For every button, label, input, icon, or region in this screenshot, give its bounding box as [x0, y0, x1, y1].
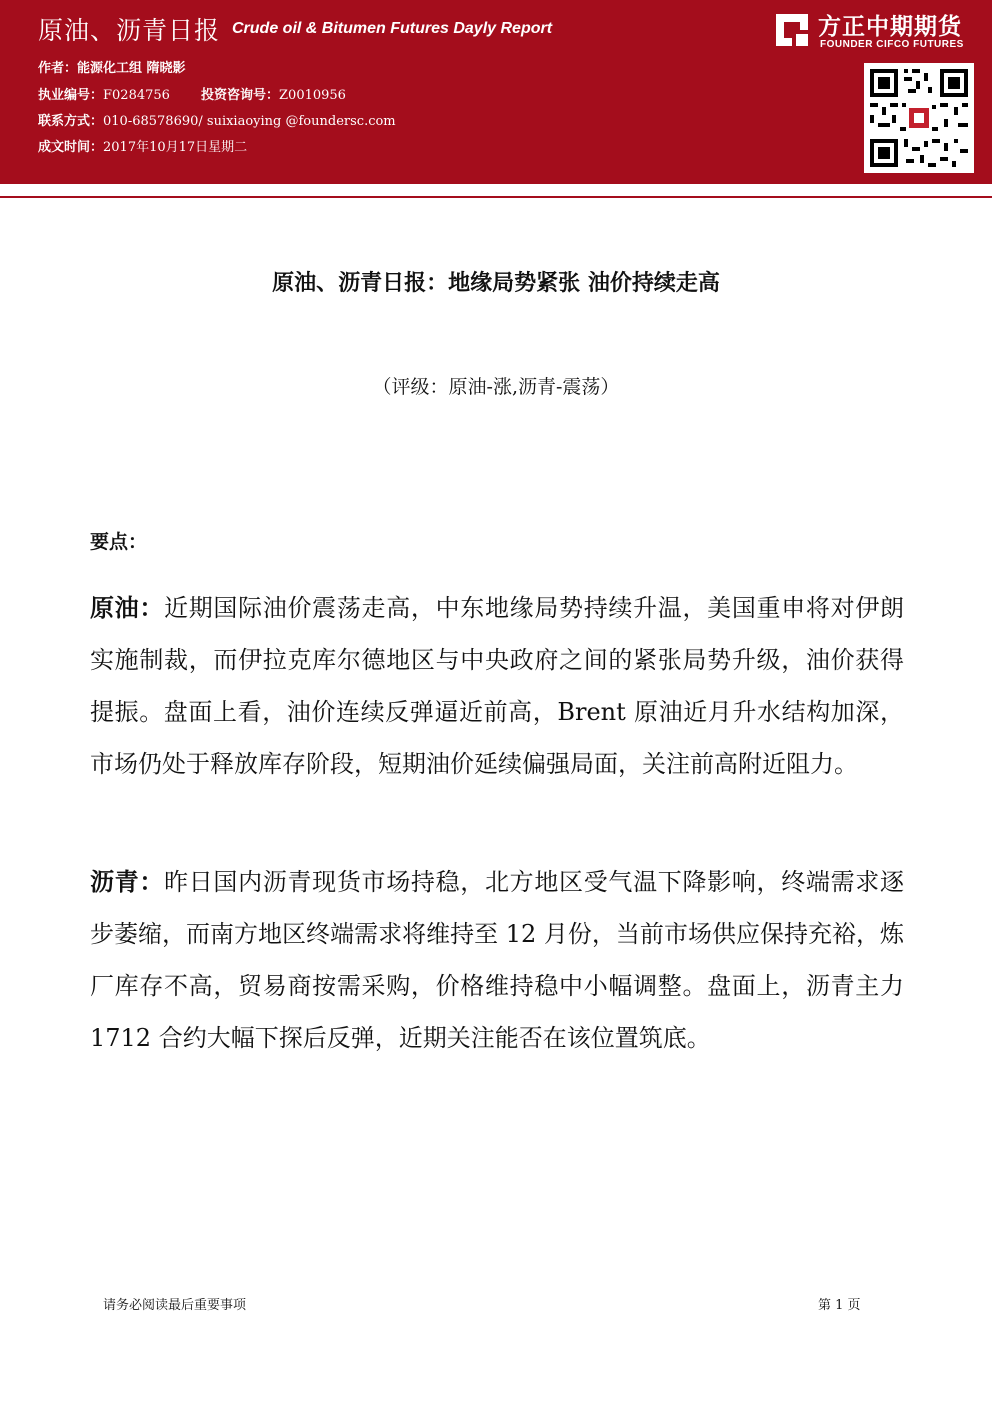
qr-code-icon	[864, 63, 974, 173]
bitumen-paragraph	[90, 856, 904, 1064]
license-value: F0284756	[103, 88, 170, 103]
author-line	[38, 57, 186, 76]
author-label: 作者：	[38, 61, 78, 76]
date-label: 成文时间：	[38, 140, 104, 155]
company-name-en: FOUNDER CIFCO FUTURES	[820, 39, 964, 50]
founder-logo-icon	[774, 12, 810, 48]
contact-label: 联系方式：	[38, 114, 104, 129]
date-line	[38, 136, 247, 155]
crude-paragraph	[90, 582, 904, 790]
report-title-en: Crude oil & Bitumen Futures Dayly Report	[232, 20, 553, 37]
crude-lead: 原油：	[90, 594, 165, 622]
report-title-cn: 原油、沥青日报	[38, 16, 221, 45]
date-value: 2017年10月17日星期二	[103, 140, 248, 155]
bitumen-text: 昨日国内沥青现货市场持稳，北方地区受气温下降影响，终端需求逐步萎缩，而南方地区终端需求将维持至 12 月份，当前市场供应保持充裕，炼厂库存不高，贸易商按需采购，价格维持稳中小幅调整。盘面上，沥青主力 1712 合约大幅下探后反弹，近期关注能否在该位置筑底。	[90, 868, 904, 1052]
report-header	[0, 0, 992, 184]
consult-value: Z0010956	[279, 88, 346, 103]
bitumen-lead: 沥青：	[90, 868, 165, 896]
keypoints-heading: 要点：	[90, 531, 148, 553]
company-name-cn: 方正中期期货	[818, 14, 962, 40]
license-line	[38, 84, 346, 103]
footer-page-number: 第 1 页	[818, 1298, 861, 1313]
document-title: 原油、沥青日报：地缘局势紧张 油价持续走高	[272, 271, 720, 296]
footer-disclaimer: 请务必阅读最后重要事项	[103, 1298, 247, 1313]
crude-text: 近期国际油价震荡走高，中东地缘局势持续升温，美国重申将对伊朗实施制裁，而伊拉克库尔德地区与中央政府之间的紧张局势升级，油价获得提振。盘面上看，油价连续反弹逼近前高，Brent 原油近月升水结构加深，市场仍处于释放库存阶段，短期油价延续偏强局面，关注前高附近阻力。	[90, 594, 904, 778]
contact-value: 010-68578690/ suixiaoying @foundersc.com	[103, 114, 396, 129]
contact-line	[38, 110, 396, 129]
license-label: 执业编号：	[38, 88, 104, 103]
consult-label: 投资咨询号：	[201, 88, 280, 103]
rating-line: （评级：原油-涨,沥青-震荡）	[372, 376, 620, 398]
header-divider	[0, 196, 992, 198]
author-value: 能源化工组 隋晓影	[77, 61, 186, 76]
